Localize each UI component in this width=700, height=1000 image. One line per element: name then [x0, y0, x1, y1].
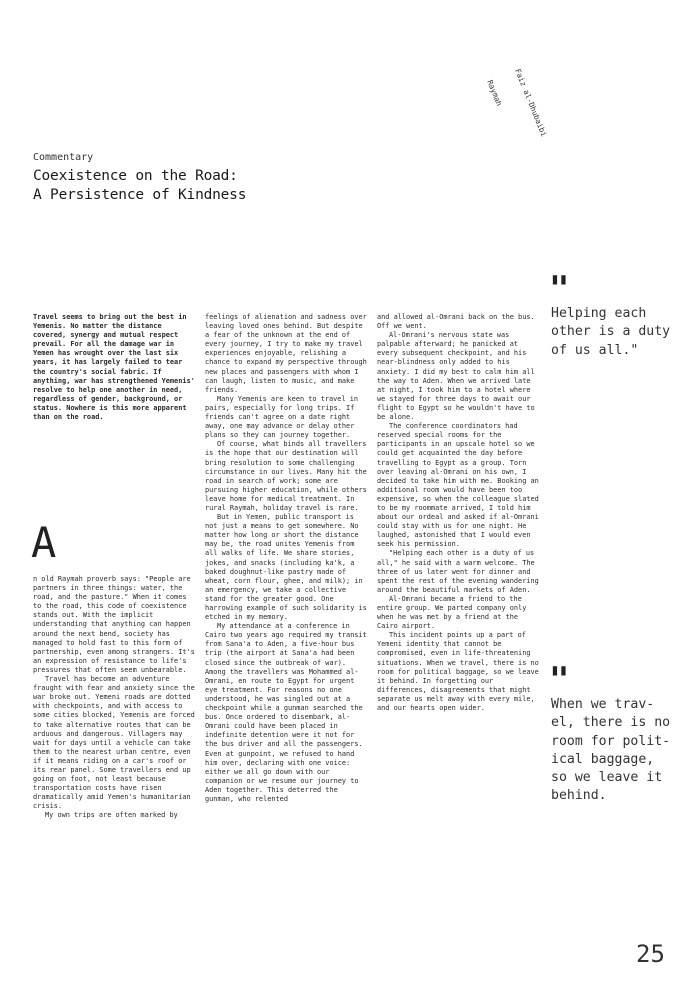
pull-quote-line: other is a duty [551, 324, 671, 340]
body-column-2 [205, 313, 370, 804]
body-paragraph: My attendance at a conference in Cairo two years ago required my transit from Sana'a to Aden, a five-hour bus trip (the airport at Sana'a had been closed since the outbreak of war). Among the travellers was Mohammed al-Omrani, en route to Egypt for urgent eye treatment. For reasons no one understood, he was singled out at a checkpoint while a gunman searched the bus. Once ordered to disembark, al-Omrani could have been placed in indefinite detention were it not for the bus driver and all the passengers. Even at gunpoint, we refused to hand him over, declaring with one voice: either we all go down with our companion or we resume our journey to Aden together. This deterred the gunman, who relented [205, 622, 367, 803]
body-paragraph: Al-Omrani's nervous state was palpable afterward; he panicked at every subsequent checkpoint, and his near-blindness only added to his anxiety. I did my best to calm him all the way to Aden. When we arrived late at night, I took him to a hotel where we stayed for three days to await our flight to Egypt so he wouldn't have to be alone. [377, 331, 535, 422]
body-paragraph: feelings of alienation and sadness over leaving loved ones behind. But despite a fear of the unknown at the end of every journey, I try to make my travel experiences enjoyable, relishing a chance to expand my perspective through new places and passengers with whom I can laugh, listen to music, and make friends. [205, 313, 367, 394]
quote-mark-icon: " [549, 660, 570, 700]
body-paragraph: Travel has become an adventure fraught with fear and anxiety since the war broke out. Yemeni roads are dotted with checkpoints, and with access to some cities blocked, Yemenis are forced to take alternative routes that can be arduous and dangerous. Villagers may wait for days until a vehicle can take them to the nearest urban centre, even if it means riding on a car's roof or its rear panel. Some travellers end up going on foot, not least because transportation costs have risen dramatically amid Yemen's humanitarian crisis. [33, 675, 195, 811]
pull-quote-line: so we leave it [551, 770, 663, 786]
body-paragraph: "Helping each other is a duty of us all," he said with a warm welcome. The three of us later went for dinner and spent the rest of the evening wandering around the beautiful markets of Aden. [377, 549, 539, 594]
author-location: Raymah [485, 78, 504, 108]
section-label: Commentary [33, 152, 94, 163]
author-byline [475, 60, 567, 153]
quote-mark-icon: " [549, 269, 570, 309]
pull-quote-line: Helping each [551, 306, 647, 321]
intro-paragraph: Travel seems to bring out the best in Yemenis. No matter the distance covered, synergy and mutual respect prevail. For all the damage war in Yemen has wrought over the last six years, it has largely failed to tear the country's social fabric. If anything, war has strengthened Yemenis' resolve to help one another in need, regardless of gender, background, or status. Nowhere is this more apparent than on the road. [33, 313, 195, 422]
body-paragraph: But in Yemen, public transport is not just a means to get somewhere. No matter how long or short the distance may be, the road unites Yemenis from all walks of life. We share stories, jokes, and snacks (including ka'k, a baked doughnut-like pastry made of wheat, corn flour, ghee, and milk); in an emergency, we take a collective stand for the greater good. One harrowing example of such solidarity is etched in my memory. [205, 513, 367, 622]
body-paragraph: The conference coordinators had reserved special rooms for the participants in an upscale hotel so we could get acquainted the day before travelling to Egypt as a group. Torn over leaving al-Omrani on his own, I decided to take him with me. Booking an additional room would have been too expensive, so when the colleague slated to be my roommate arrived, I told him about our ordeal and asked if al-Omrani could stay with us for one night. He laughed, astonished that I would even seek his permission. [377, 422, 539, 549]
pull-quote-line: behind. [551, 788, 607, 804]
body-paragraph: Many Yemenis are keen to travel in pairs, especially for long trips. If friends can't agree on a date right away, one may advance or delay other plans so they can journey together. [205, 394, 359, 440]
pull-quote-2 [551, 696, 700, 806]
body-column-1 [33, 575, 198, 821]
page-number: 25 [636, 940, 665, 968]
pull-quote-line: room for polit- [551, 733, 671, 749]
pull-quote-line: When we trav- [551, 697, 655, 712]
pull-quote-line: el, there is no [551, 715, 671, 731]
title-line-1: Coexistence on the Road: [33, 168, 238, 184]
body-paragraph: and allowed al-Omrani back on the bus. Off we went. [377, 313, 535, 331]
drop-cap: A [31, 518, 57, 567]
pull-quote-line: of us all." [551, 342, 639, 358]
pull-quote-1 [551, 305, 700, 360]
body-paragraph: This incident points up a part of Yemeni identity that cannot be compromised, even in life-threatening situations. When we travel, there is no room for political baggage, so we leave it behind. In forgetting our differences, disagreements that might separate us melt away with every mile, and our hearts open wider. [377, 631, 539, 713]
body-column-3 [377, 313, 542, 713]
body-paragraph: Al-Omrani became a friend to the entire group. We parted company only when he was met by a friend at the Cairo airport. [377, 594, 527, 631]
pull-quote-line: ical baggage, [551, 751, 655, 767]
intro-column [33, 313, 198, 422]
author-name: Faiz al-Dhubaibi [513, 67, 549, 138]
body-paragraph: Of course, what binds all travellers is the hope that our destination will bring resolution to some challenging circumstance in our lives. Many hit the road in search of work; some are pursuing higher education, while others leave home for medical treatment. In rural Raymah, holiday travel is rare. [205, 440, 367, 512]
body-paragraph: n old Raymah proverb says: "People are partners in three things: water, the road, and the pasture." When it comes to the road, this code of coexistence stands out. With the implicit understanding that anything can happen around the next bend, society has managed to hold fast to this form of partnership, even among strangers. It's an expression of resistance to life's pressures that often seem unbearable. [33, 575, 195, 674]
article-title [33, 167, 246, 205]
title-line-2: A Persistence of Kindness [33, 187, 247, 203]
body-paragraph: My own trips are often marked by [45, 811, 178, 820]
